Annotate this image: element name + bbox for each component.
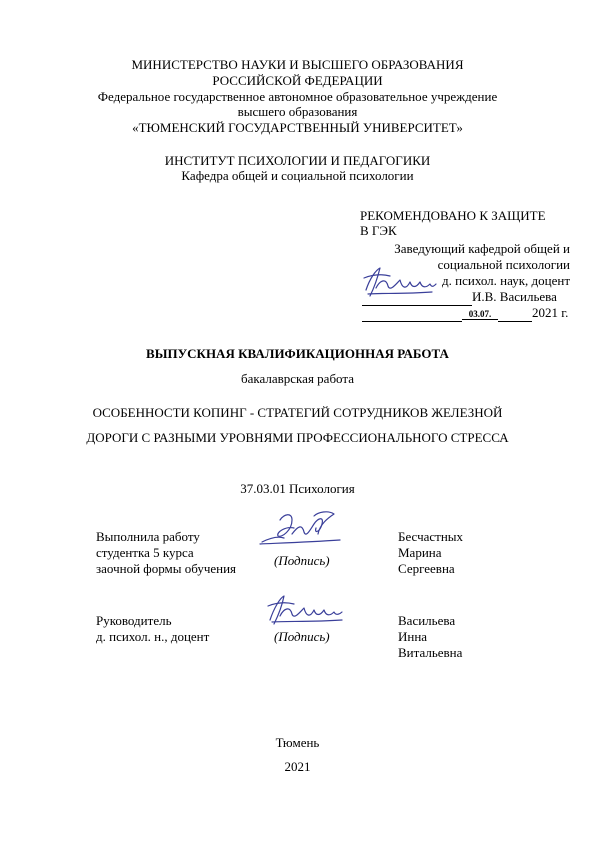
approval-year: 2021 г. [532,305,569,320]
ministry-line-2: РОССИЙСКОЙ ФЕДЕРАЦИИ [212,73,383,88]
approval-head-degree: д. психол. наук, доцент [442,273,570,288]
approval-date-line [362,305,568,322]
approval-date: 03.07. [462,309,498,320]
student-label-2: студентка 5 курса [96,545,194,560]
approval-gek: В ГЭК [360,223,397,238]
student-first-name: Марина [398,545,442,560]
department-name: Кафедра общей и социальной психологии [181,168,414,183]
student-label-1: Выполнила работу [96,529,200,544]
university-name: «ТЮМЕНСКИЙ ГОСУДАРСТВЕННЫЙ УНИВЕРСИТЕТ» [132,120,463,135]
city: Тюмень [275,735,320,750]
supervisor-signature-label: (Подпись) [274,629,330,644]
education-level-line: высшего образования [237,104,358,119]
institution-type-line: Федеральное государственное автономное образовательное учреждение [97,89,498,104]
approval-head-title-1: Заведующий кафедрой общей и [394,241,570,256]
supervisor-label-1: Руководитель [96,613,172,628]
specialty-code: 37.03.01 Психология [240,481,355,496]
student-label-3: заочной формы обучения [96,561,237,576]
student-patronymic: Сергеевна [398,561,455,576]
student-signature-label: (Подпись) [274,553,330,568]
supervisor-signature [262,592,346,630]
work-type: ВЫПУСКНАЯ КВАЛИФИКАЦИОННАЯ РАБОТА [146,346,449,361]
head-name: И.В. Васильева [472,289,557,304]
year: 2021 [284,759,311,774]
supervisor-patronymic: Витальевна [398,645,463,660]
supervisor-surname: Васильева [398,613,456,628]
approval-head-title-2: социальной психологии [437,257,570,272]
student-signature [258,508,342,548]
work-subtype: бакалаврская работа [241,371,354,386]
approval-heading: РЕКОМЕНДОВАНО К ЗАЩИТЕ [360,208,546,223]
head-signature-line [362,289,557,306]
work-title-line-1: ОСОБЕННОСТИ КОПИНГ - СТРАТЕГИЙ СОТРУДНИКОВ ЖЕЛЕЗНОЙ [92,405,503,420]
supervisor-first-name: Инна [398,629,428,644]
work-title-line-2: ДОРОГИ С РАЗНЫМИ УРОВНЯМИ ПРОФЕССИОНАЛЬНОГО СТРЕССА [86,430,509,445]
supervisor-label-2: д. психол. н., доцент [96,629,210,644]
institute-name: ИНСТИТУТ ПСИХОЛОГИИ И ПЕДАГОГИКИ [164,153,431,168]
student-surname: Бесчастных [398,529,464,544]
ministry-line-1: МИНИСТЕРСТВО НАУКИ И ВЫСШЕГО ОБРАЗОВАНИЯ [131,57,464,72]
